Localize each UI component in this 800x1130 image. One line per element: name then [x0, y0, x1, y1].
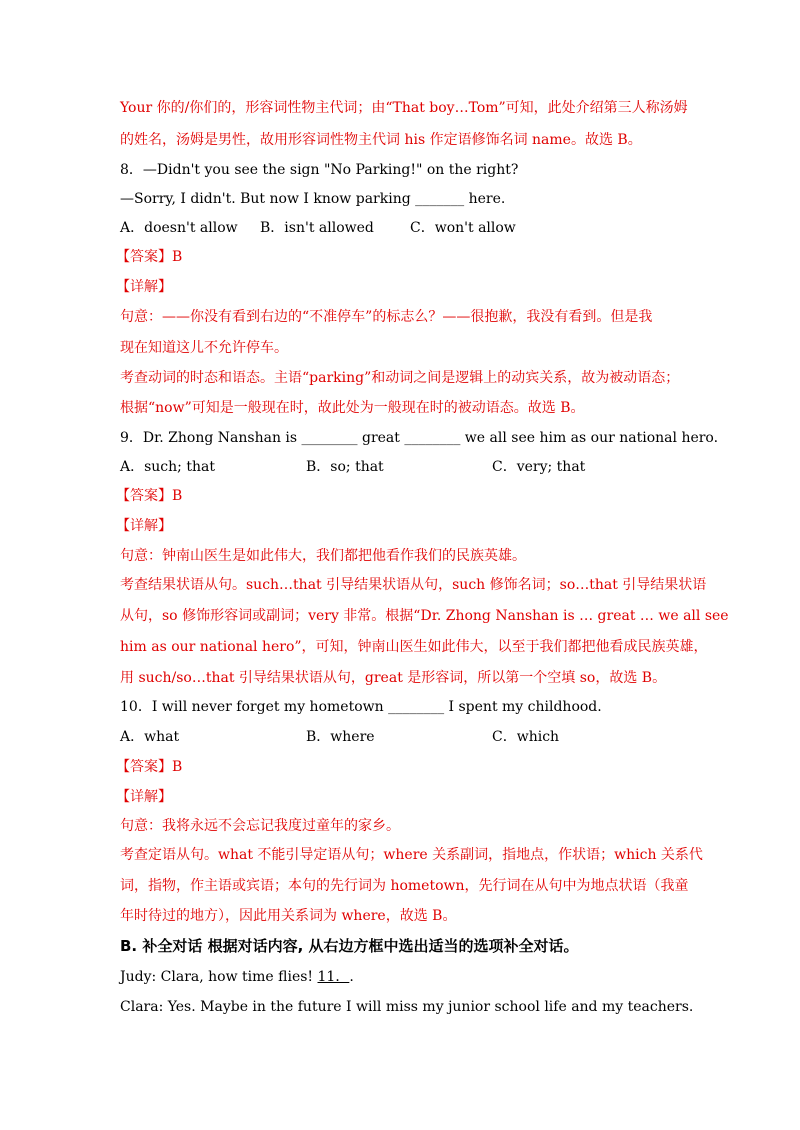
q7-explanation-line-2: 的姓名，汤姆是男性，故用形容词性物主代词 his 作定语修饰名词 name。故选 B。: [120, 132, 642, 148]
q9-explanation-line-3: 从句，so 修饰形容词或副词；very 非常。根据“Dr. Zhong Nanshan is … great … we all see: [120, 608, 729, 624]
q9-explanation-line-2: 考查结果状语从句。such…that 引导结果状语从句，such 修饰名词；so…that 引导结果状语: [120, 577, 707, 593]
q8-detail-heading: 【详解】: [116, 279, 172, 295]
q10-explanation-line-4: 年时待过的地方），因此用关系词为 where，故选 B。: [120, 908, 457, 924]
q10-explanation-line-3: 词，指物，作主语或宾语；本句的先行词为 hometown，先行词在从句中为地点状语（我童: [120, 878, 689, 894]
q10-explanation-line-1: 句意：我将永远不会忘记我度过童年的家乡。: [120, 818, 400, 834]
blank-11: 11．: [317, 969, 350, 985]
q9-explanation-line-1: 句意：钟南山医生是如此伟大，我们都把他看作我们的民族英雄。: [120, 548, 526, 564]
dialogue-judy-line: [120, 967, 354, 987]
q9-detail-heading: 【详解】: [116, 518, 172, 534]
section-b-heading: B. 补全对话 根据对话内容, 从右边方框中选出适当的选项补全对话。: [120, 937, 579, 955]
q9-answer: 【答案】B: [116, 488, 183, 504]
q10-option-c: C．which: [492, 729, 560, 745]
q9-option-c: C．very; that: [492, 459, 586, 475]
q8-explanation-line-1: 句意：——你没有看到右边的“不准停车”的标志么？——很抱歉，我没有看到。但是我: [120, 309, 653, 325]
q8-stem: 8．—Didn't you see the sign "No Parking!" on the right?: [120, 162, 519, 178]
q9-stem: 9．Dr. Zhong Nanshan is ________ great ________ we all see him as our national hero.: [120, 430, 719, 446]
q8-explanation-line-2: 现在知道这儿不允许停车。: [120, 340, 288, 356]
q8-answer: 【答案】B: [116, 249, 183, 265]
q10-explanation-line-2: 考查定语从句。what 不能引导定语从句；where 关系副词，指地点，作状语；which 关系代: [120, 847, 703, 863]
q8-option-c: C．won't allow: [410, 220, 516, 236]
q10-detail-heading: 【详解】: [116, 789, 172, 805]
q9-option-b: B．so; that: [306, 459, 384, 475]
q9-explanation-line-5: 用 such/so…that 引导结果状语从句，great 是形容词，所以第一个空填 so，故选 B。: [120, 670, 667, 686]
judy-end: .: [349, 969, 354, 985]
q10-answer: 【答案】B: [116, 759, 183, 775]
q9-explanation-line-4: him as our national hero”，可知，钟南山医生如此伟大，以至于我们都把他看成民族英雄，: [120, 639, 708, 655]
q7-explanation-line-1: Your 你的/你们的，形容词性物主代词；由“That boy…Tom”可知，此处介绍第三人称汤姆: [120, 100, 688, 116]
q8-explanation-line-4: 根据“now”可知是一般现在时，故此处为一般现在时的被动语态。故选 B。: [120, 400, 585, 416]
q8-line-2: —Sorry, I didn't. But now I know parking _______ here.: [120, 191, 506, 207]
q10-option-b: B．where: [306, 729, 375, 745]
dialogue-clara-line: Clara: Yes. Maybe in the future I will miss my junior school life and my teachers.: [120, 999, 694, 1015]
q10-stem: 10．I will never forget my hometown ________ I spent my childhood.: [120, 699, 602, 715]
q8-option-a: A．doesn't allow: [120, 220, 238, 236]
judy-text: Judy: Clara, how time flies!: [120, 969, 318, 985]
q10-option-a: A．what: [120, 729, 180, 745]
q8-option-b: B．isn't allowed: [260, 220, 374, 236]
q8-explanation-line-3: 考查动词的时态和语态。主语“parking”和动词之间是逻辑上的动宾关系，故为被动语态；: [120, 370, 680, 386]
q9-option-a: A．such; that: [120, 459, 215, 475]
